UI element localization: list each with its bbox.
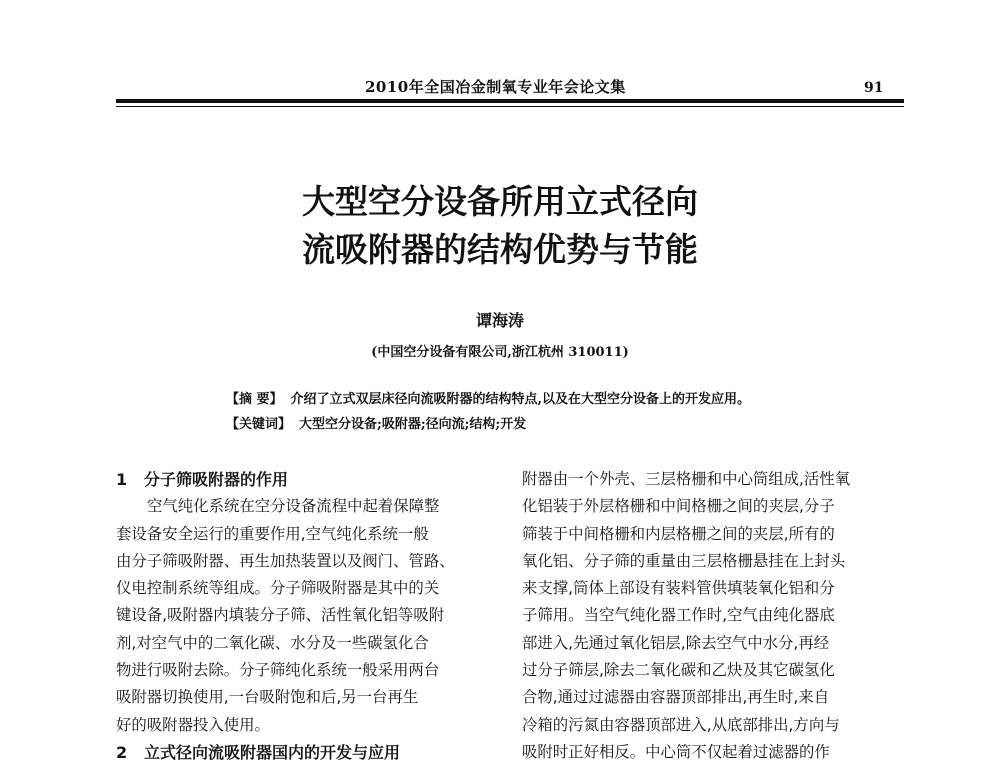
body-line: 吸附器切换使用,一台吸附饱和后,另一台再生 [116,688,419,707]
abstract-line [226,388,750,407]
title-line-2: 流吸附器的结构优势与节能 [302,230,698,269]
body-line: 物进行吸附去除。分子筛纯化系统一般采用两台 [116,661,440,680]
header-rule-thick [116,99,904,103]
section-1-title: 分子筛吸附器的作用 [144,470,289,489]
body-line: 仪电控制系统等组成。分子筛吸附器是其中的关 [116,579,440,598]
body-line: 吸附时正好相反。中心筒不仅起着过滤器的作 [522,742,830,761]
body-line: 化铝装于外层格栅和中间格栅之间的夹层,分子 [522,497,835,516]
keywords-text: 大型空分设备;吸附器;径向流;结构;开发 [299,417,527,432]
section-heading-2 [116,739,496,766]
page-number: 91 [864,80,884,96]
body-line: 附器由一个外壳、三层格栅和中心筒组成,活性氧 [522,470,851,488]
section-2-number: 2 [116,742,128,762]
section-1-number: 1 [116,470,128,489]
body-line: 部进入,先通过氧化铝层,除去空气中水分,再经 [522,633,830,652]
journal-header: 2010年全国冶金制氧专业年会论文集 [365,78,626,96]
body-line: 套设备安全运行的重要作用,空气纯化系统一般 [116,524,429,543]
body-line: 键设备,吸附器内填装分子筛、活性氧化铝等吸附 [116,606,445,625]
body-line: 合物,通过过滤器由容器顶部排出,再生时,来自 [522,688,830,707]
section-2-title: 立式径向流吸附器国内的开发与应用 [144,742,401,762]
title-line-1: 大型空分设备所用立式径向 [302,182,698,221]
body-line: 筛装于中间格栅和内层格栅之间的夹层,所有的 [522,524,835,543]
body-line: 空气纯化系统在空分设备流程中起着保障整 [147,497,440,516]
body-line: 剂,对空气中的二氧化碳、水分及一些碳氢化合 [116,633,429,652]
paper-title [0,178,1000,274]
body-line: 来支撑,筒体上部设有装料管供填装氧化铝和分 [522,579,835,598]
section-heading-1 [116,466,496,493]
body-line: 由分子筛吸附器、再生加热装置以及阀门、管路、 [116,551,455,570]
body-line: 冷箱的污氮由容器顶部进入,从底部排出,方向与 [522,715,840,734]
body-line: 子筛用。当空气纯化器工作时,空气由纯化器底 [522,606,835,625]
author-affiliation: (中国空分设备有限公司,浙江杭州 310011) [371,345,629,360]
abstract-label: 【摘 要】 [226,392,283,407]
author-name: 谭海涛 [475,311,524,330]
body-line: 氧化铝、分子筛的重量由三层格栅悬挂在上封头 [522,551,846,570]
right-column [522,466,902,766]
left-column [116,466,496,766]
body-line: 好的吸附器投入使用。 [116,715,270,734]
keywords-label: 【关键词】 [226,417,292,432]
abstract-text: 介绍了立式双层床径向流吸附器的结构特点,以及在大型空分设备上的开发应用。 [290,392,751,407]
body-line: 过分子筛层,除去二氧化碳和乙炔及其它碳氢化 [522,661,835,680]
keywords-line [226,413,526,432]
header-rule-thin [116,106,904,107]
